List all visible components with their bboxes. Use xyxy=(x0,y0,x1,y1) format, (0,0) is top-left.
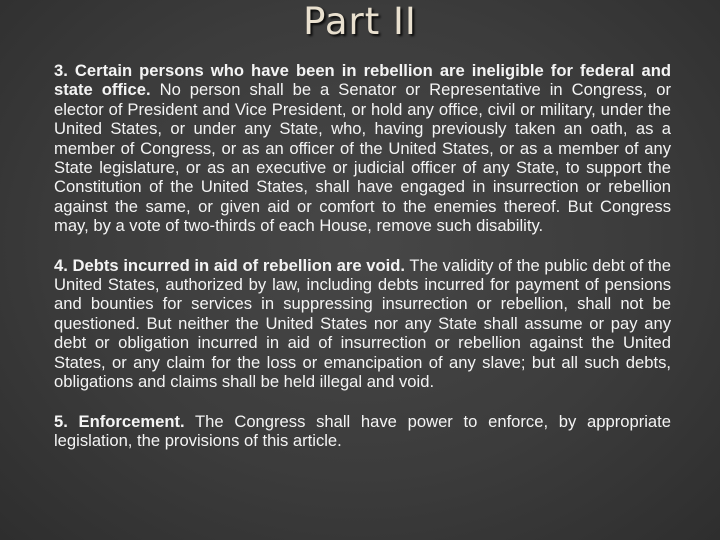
section-4-text: The validity of the public debt of the United States, authorized by law, including debts incurred for payment of pensions and bounties for services in suppressing insurrection or rebellion, shall not be questioned. But neither the United States nor any State shall assume or pay any debt or obligation incurred in aid of insurrection or rebellion against the United States, or any claim for the loss or emancipation of any slave; but all such debts, obligations and claims shall be held illegal and void. xyxy=(54,255,671,392)
section-3-text: No person shall be a Senator or Representative in Congress, or elector of President and Vice President, or hold any office, civil or military, under the United States, or under any State, who, having previously taken an oath, as a member of Congress, or as an officer of the United States, or as a member of any State legislature, or as an executive or judicial officer of any State, to support the Constitution of the United States, shall have engaged in insurrection or rebellion against the same, or given aid or comfort to the enemies thereof. But Congress may, by a vote of two-thirds of each House, remove such disability. xyxy=(54,80,671,236)
section-5-text: The Congress shall have power to enforce, by appropriate legislation, the provisions of this article. xyxy=(54,411,671,450)
section-5 xyxy=(54,412,671,451)
section-3 xyxy=(54,61,671,236)
section-4-heading: 4. Debts incurred in aid of rebellion are void. xyxy=(54,255,406,275)
section-5-heading: 5. Enforcement. xyxy=(54,411,185,431)
slide-body xyxy=(54,61,671,470)
section-3-heading: 3. Certain persons who have been in rebellion are ineligible for federal and state office. xyxy=(54,61,671,100)
section-4 xyxy=(54,256,671,392)
slide-title: Part II xyxy=(303,0,417,43)
